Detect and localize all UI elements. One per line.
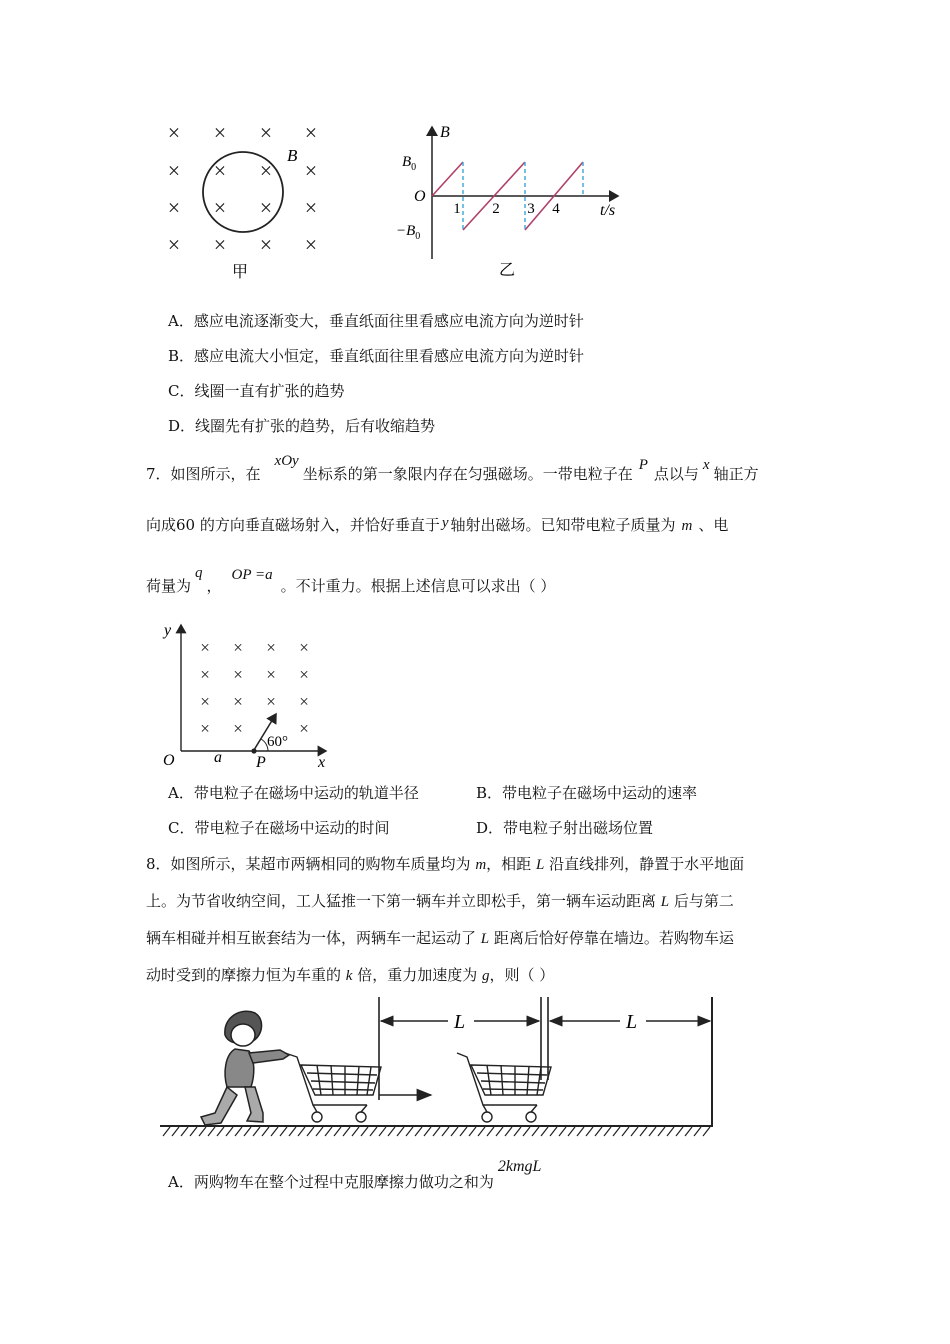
hatch-mark (496, 1127, 503, 1136)
hatch-mark (406, 1127, 413, 1136)
tick-3: 3 (527, 201, 535, 217)
ground-hatch (163, 1127, 710, 1136)
cross-mark: × (266, 665, 276, 684)
cross-mark: × (304, 195, 318, 220)
hatch-mark (343, 1127, 350, 1136)
cross-mark: × (266, 692, 276, 711)
hatch-mark (370, 1127, 377, 1136)
hatch-mark (433, 1127, 440, 1136)
cross-mark: × (233, 692, 243, 711)
q7-figure (150, 615, 340, 775)
point-p (251, 748, 256, 753)
y-axis-label: B (440, 124, 450, 141)
x-axis-label: t/s (600, 202, 616, 219)
hatch-mark (379, 1127, 386, 1136)
cross-mark: × (304, 232, 318, 257)
hatch-mark (514, 1127, 521, 1136)
cross-mark: × (167, 158, 181, 183)
hatch-mark (235, 1127, 242, 1136)
hatch-mark (667, 1127, 674, 1136)
cross-mark: × (299, 692, 309, 711)
hatch-mark (703, 1127, 710, 1136)
hatch-mark (586, 1127, 593, 1136)
angle-label: 60° (267, 734, 288, 750)
q8-line3: 辆车相碰并相互嵌套结为一体，两辆车一起运动了 L 距离后恰好停靠在墙边。若购物车运 (146, 929, 734, 947)
q6-option-b: B．感应电流大小恒定，垂直纸面往里看感应电流方向为逆时针 (168, 347, 585, 365)
hatch-mark (325, 1127, 332, 1136)
hatch-mark (487, 1127, 494, 1136)
hatch-mark (631, 1127, 638, 1136)
origin-label: O (163, 752, 175, 769)
b0-label: $B_0$ (402, 154, 417, 173)
cross-mark: × (200, 719, 210, 738)
q8-line2: 上。为节省收纳空间，工人猛推一下第一辆车并立即松手，第一辆车运动距离 L 后与第二 (146, 892, 734, 910)
tick-1: 1 (453, 201, 461, 217)
cross-mark: × (259, 195, 273, 220)
hatch-mark (424, 1127, 431, 1136)
shopping-cart-2 (457, 1053, 551, 1122)
cross-mark: × (259, 232, 273, 257)
q7-option-a: A．带电粒子在磁场中运动的轨道半径 (168, 784, 419, 802)
cross-mark: × (299, 665, 309, 684)
q7-option-d: D．带电粒子射出磁场位置 (476, 819, 654, 837)
cross-mark: × (213, 120, 227, 145)
origin-label: O (414, 188, 426, 205)
cross-mark: × (233, 719, 243, 738)
cross-mark: × (167, 195, 181, 220)
hatch-mark (163, 1127, 170, 1136)
cross-mark: × (213, 232, 227, 257)
hatch-mark (577, 1127, 584, 1136)
cross-mark: × (200, 665, 210, 684)
hatch-mark (613, 1127, 620, 1136)
hatch-mark (622, 1127, 629, 1136)
cross-mark: × (167, 232, 181, 257)
hatch-mark (532, 1127, 539, 1136)
hatch-mark (244, 1127, 251, 1136)
hatch-mark (640, 1127, 647, 1136)
cross-mark: × (299, 638, 309, 657)
hatch-mark (298, 1127, 305, 1136)
cross-mark: × (213, 158, 227, 183)
hatch-mark (685, 1127, 692, 1136)
hatch-mark (505, 1127, 512, 1136)
hatch-mark (217, 1127, 224, 1136)
cross-mark: × (200, 638, 210, 657)
segment-a-label: a (214, 749, 222, 766)
hatch-mark (649, 1127, 656, 1136)
q8-line4: 动时受到的摩擦力恒为车重的 k 倍，重力加速度为 g，则（ ） (146, 966, 555, 984)
hatch-mark (478, 1127, 485, 1136)
q8-line1: 8．如图所示，某超市两辆相同的购物车质量均为 m，相距 L 沿直线排列，静置于水平地面 (146, 855, 745, 873)
hatch-mark (262, 1127, 269, 1136)
hatch-mark (442, 1127, 449, 1136)
cross-mark: × (233, 638, 243, 657)
figure-yi (390, 115, 635, 285)
cross-mark: × (299, 719, 309, 738)
cross-mark: × (200, 692, 210, 711)
hatch-mark (451, 1127, 458, 1136)
q7-option-c: C．带电粒子在磁场中运动的时间 (168, 819, 390, 837)
field-label-b: B (287, 146, 298, 165)
hatch-mark (397, 1127, 404, 1136)
hatch-mark (388, 1127, 395, 1136)
y-axis-label: y (164, 622, 172, 639)
hatch-mark (604, 1127, 611, 1136)
hatch-mark (316, 1127, 323, 1136)
hatch-mark (361, 1127, 368, 1136)
caption-jia: 甲 (232, 264, 249, 281)
hatch-mark (181, 1127, 188, 1136)
hatch-mark (280, 1127, 287, 1136)
tick-2: 2 (492, 201, 500, 217)
cross-mark: × (167, 120, 181, 145)
hatch-mark (595, 1127, 602, 1136)
hatch-mark (172, 1127, 179, 1136)
hatch-mark (658, 1127, 665, 1136)
hatch-mark (694, 1127, 701, 1136)
length-label-2: L (626, 1011, 638, 1033)
hatch-mark (469, 1127, 476, 1136)
shopping-cart-1 (285, 1053, 381, 1122)
hatch-mark (190, 1127, 197, 1136)
cross-grid (168, 120, 317, 257)
tick-4: 4 (552, 201, 560, 217)
hatch-mark (676, 1127, 683, 1136)
q7-line3: 荷量为q，OP =a。不计重力。根据上述信息可以求出（ ） (146, 565, 556, 595)
hatch-mark (307, 1127, 314, 1136)
hatch-mark (568, 1127, 575, 1136)
q7-option-b: B．带电粒子在磁场中运动的速率 (476, 784, 698, 802)
hatch-mark (271, 1127, 278, 1136)
hatch-mark (523, 1127, 530, 1136)
hatch-mark (289, 1127, 296, 1136)
hatch-mark (253, 1127, 260, 1136)
cross-mark: × (259, 158, 273, 183)
hatch-mark (460, 1127, 467, 1136)
hatch-mark (334, 1127, 341, 1136)
q7-line2: 向成60 的方向垂直磁场射入，并恰好垂直于 y 轴射出磁场。已知带电粒子质量为 m 、电 (146, 515, 729, 534)
cross-mark: × (266, 638, 276, 657)
cross-mark: × (304, 158, 318, 183)
q8-option-a: A．两购物车在整个过程中克服摩擦力做功之和为2kmgL (168, 1158, 542, 1191)
coil-circle (203, 152, 283, 232)
hatch-mark (559, 1127, 566, 1136)
q6-option-a: A．感应电流逐渐变大，垂直纸面往里看感应电流方向为逆时针 (168, 312, 584, 330)
cross-mark: × (304, 120, 318, 145)
cross-mark: × (213, 195, 227, 220)
hatch-mark (550, 1127, 557, 1136)
worker-figure (201, 1011, 289, 1125)
hatch-mark (226, 1127, 233, 1136)
caption-yi: 乙 (499, 262, 516, 279)
hatch-mark (352, 1127, 359, 1136)
q7-line1: 7．如图所示，在xOy坐标系的第一象限内存在匀强磁场。一带电粒子在 P 点以与 x 轴正方 (146, 453, 759, 483)
cross-mark: × (233, 665, 243, 684)
cross-grid (200, 638, 309, 738)
figure-jia (150, 115, 340, 285)
length-label-1: L (454, 1011, 466, 1033)
point-p-label: P (256, 754, 266, 771)
hatch-mark (415, 1127, 422, 1136)
hatch-mark (208, 1127, 215, 1136)
q6-option-d: D．线圈先有扩张的趋势，后有收缩趋势 (168, 417, 436, 435)
neg-b0-label: $-B_0$ (396, 223, 421, 242)
q8-figure (155, 995, 725, 1145)
x-axis-label: x (318, 754, 326, 771)
q6-option-c: C．线圈一直有扩张的趋势 (168, 382, 345, 400)
hatch-mark (199, 1127, 206, 1136)
hatch-mark (541, 1127, 548, 1136)
cross-mark: × (259, 120, 273, 145)
